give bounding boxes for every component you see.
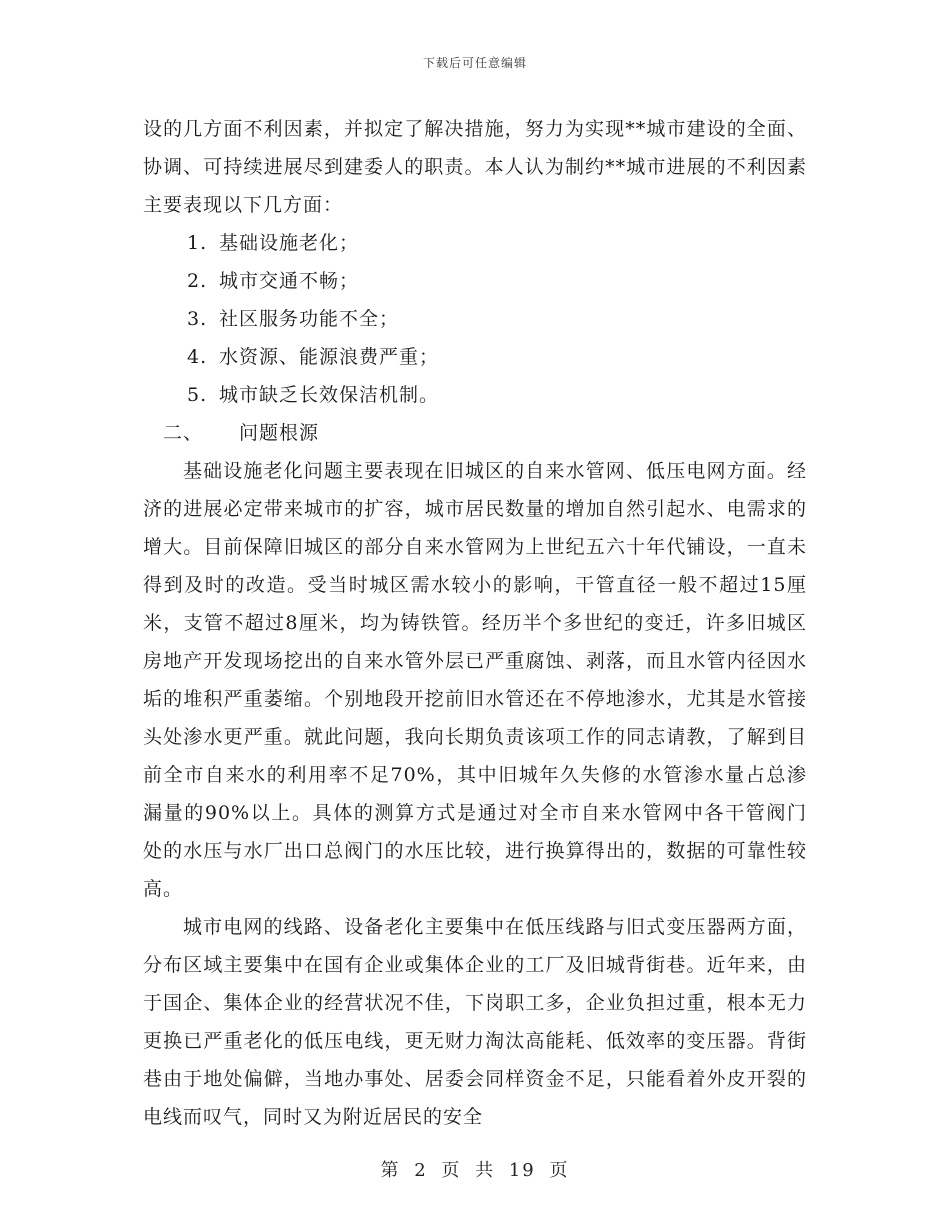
- list-item-number: 3.: [187, 308, 208, 330]
- list-item-text: 水资源、能源浪费严重；: [219, 346, 440, 368]
- section-title: 问题根源: [239, 422, 320, 444]
- list-item-text: 城市交通不畅；: [219, 270, 360, 292]
- page-header: 下载后可任意编辑: [422, 56, 527, 70]
- intro-paragraph: 设的几方面不利因素，并拟定了解决措施，努力为实现**城市建设的全面、协调、可持续进展尽到建委人的职责。本人认为制约**城市进展的不利因素主要表现以下几方面：: [143, 118, 807, 216]
- page-number: 第 2 页 共 19 页: [380, 1160, 570, 1181]
- section-number: 二、: [163, 422, 204, 444]
- document-body: [143, 110, 807, 1136]
- list-item: [143, 338, 807, 376]
- list-item: [143, 262, 807, 300]
- body-paragraph: 基础设施老化问题主要表现在旧城区的自来水管网、低压电网方面。经济的进展必定带来城市的扩容，城市居民数量的增加自然引起水、电需求的增大。目前保障旧城区的部分自来水管网为上世纪五六十年代铺设，一直未得到及时的改造。受当时城区需水较小的影响，干管直径一般不超过15厘米，支管不超过8厘米，均为铸铁管。经历半个多世纪的变迁，许多旧城区房地产开发现场挖出的自来水管外层已严重腐蚀、剥落，而且水管内径因水垢的堆积严重萎缩。个别地段开挖前旧水管还在不停地渗水，尤其是水管接头处渗水更严重。就此问题，我向长期负责该项工作的同志请教，了解到目前全市自来水的利用率不足70%，其中旧城年久失修的水管渗水量占总渗漏量的90%以上。具体的测算方式是通过对全市自来水管网中各干管阀门处的水压与水厂出口总阀门的水压比较，进行换算得出的，数据的可靠性较高。: [143, 460, 807, 900]
- list-item: [143, 224, 807, 262]
- list-item-number: 1.: [187, 232, 208, 254]
- list-item: [143, 300, 807, 338]
- list-item-text: 社区服务功能不全；: [219, 308, 400, 330]
- list-item-number: 5.: [187, 384, 208, 406]
- list-item-number: 4.: [187, 346, 208, 368]
- list-item-text: 城市缺乏长效保洁机制。: [219, 384, 440, 406]
- list-item-text: 基础设施老化；: [219, 232, 360, 254]
- body-paragraph: 城市电网的线路、设备老化主要集中在低压线路与旧式变压器两方面，分布区域主要集中在国有企业或集体企业的工厂及旧城背街巷。近年来，由于国企、集体企业的经营状况不佳，下岗职工多，企业负担过重，根本无力更换已严重老化的低压电线，更无财力淘汰高能耗、低效率的变压器。背街巷由于地处偏僻，当地办事处、居委会同样资金不足，只能看着外皮开裂的电线而叹气，同时又为附近居民的安全: [143, 916, 807, 1128]
- list-item-number: 2.: [187, 270, 208, 292]
- section-heading: [143, 414, 807, 452]
- list-item: [143, 376, 807, 414]
- factor-list: [143, 224, 807, 414]
